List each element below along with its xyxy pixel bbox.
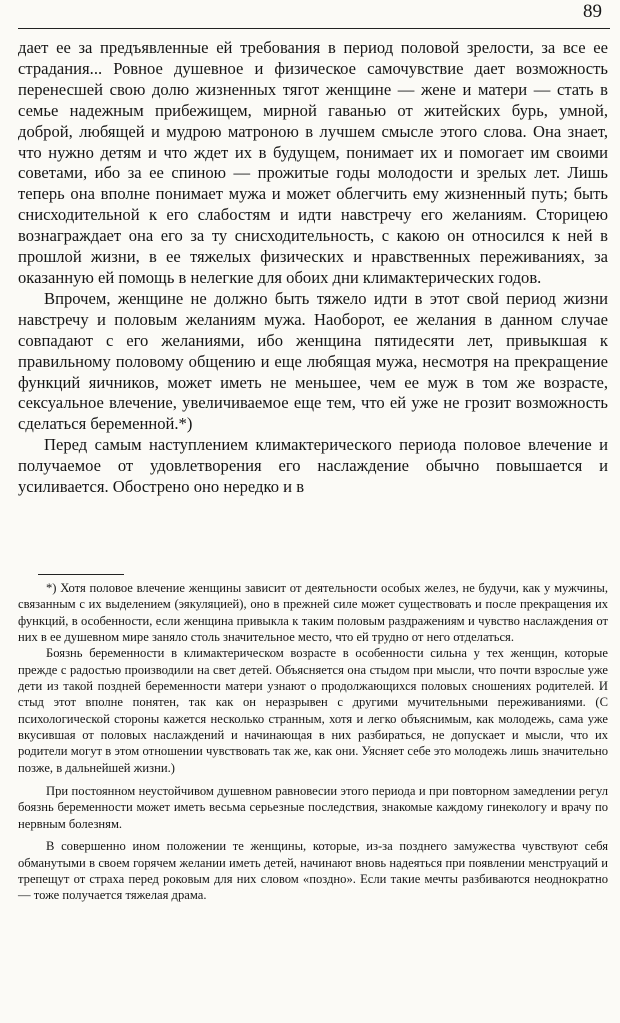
main-text: [18, 38, 608, 498]
main-paragraph-1: дает ее за предъявленные ей требования в период половой зрелости, за все ее страдания... Ровное душевное и физическое самочувствие дает возможность перенесшей свою долю жизненных тягот женщине — жене и матери — стать в семье надежным прибежищем, мирной гаванью от житейских бурь, умной, доброй, любящей и мудрою матроною в лучшем смысле этого слова. Она знает, что нужно детям и что ждет их в будущем, понимает их и помогает им своими советами, ибо за ее спиною — прожитые годы молодости и зрелых лет. Лишь теперь она вполне понимает мужа и может облегчить ему жизненный путь; быть снисходительной к его слабостям и идти навстречу его желаниям. Сторицею вознаграждает она его за ту снисходительность, с какою он относился к ней в прошлой жизни, в ее тяжелых физических и нравственных переживаниях, за оказанную ей помощь в нелегкие для обоих дни климактерических годов.: [18, 38, 608, 287]
main-paragraph-3: Перед самым наступлением климактерического периода половое влечение и получаемое от удовлетворения его наслаждение обычно повышается и усиливается. Обострено оно нередко и в: [18, 435, 608, 497]
footnote-2: Боязнь беременности в климактерическом возрасте в особенности сильна у тех женщин, которые прежде с радостью производили на свет детей. Объясняется она стыдом при мысли, что почти взрослые уже дети из такой поздней беременности матери узнают о продолжающихся половых сношениях родителей. И стыд этот вполне понятен, так как он неразрывен с другими мучительными переживаниями. (С психологической стороны кажется несколько странным, хотя и легко объяснимым, как молодежь, сама уже вкусившая от половых наслаждений и начинающая в них разбираться, не допускает и мысли, что их родители могут в этом отношении чувствовать так же, как они. Уясняет себе это молодежь лишь значительно позже, в дальнейшей жизни.): [18, 646, 608, 775]
page-number: 89: [583, 1, 602, 22]
footnotes: [18, 580, 608, 904]
header-rule: [18, 28, 610, 29]
footnote-3: При постоянном неустойчивом душевном равновесии этого периода и при повторном замедлении регул боязнь беременности может иметь весьма серьезные последствия, знакомые каждому гинекологу и врачу по нервным болезням.: [18, 784, 608, 831]
footnote-4: В совершенно ином положении те женщины, которые, из-за позднего замужества чувствуют себя обманутыми в своем горячем желании иметь детей, начинают вновь надеяться при появлении менструаций и трепещут от страха перед роковым для них словом «поздно». Если такие мечты разбиваются неоднократно — тоже получается тяжелая драма.: [18, 839, 608, 903]
footnote-rule: [38, 574, 124, 575]
footnote-1: *) Хотя половое влечение женщины зависит от деятельности особых желез, не будучи, как у мужчины, связанным с их выделением (эякуляцией), оно в прежней силе может существовать и после прекращения их функций, в особенности, если женщина привыкла к таким половым раздражениям и чувство наслаждения от них в ее душевном мире заняло столь значительное место, что ей трудно от него отделаться.: [18, 581, 608, 645]
main-paragraph-2: Впрочем, женщине не должно быть тяжело идти в этот свой период жизни навстречу и половым желаниям мужа. Наоборот, ее желания в данном случае совпадают с его желаниями, ибо женщина пятидесяти лет, привыкшая к правильному половому общению и еще любящая мужа, несмотря на прекращение функций яичников, может иметь не меньшее, чем ее муж в том же возрасте, сексуальное влечение, увеличиваемое еще тем, что ей уже не грозит возможность сделаться беременной.*): [18, 288, 608, 434]
